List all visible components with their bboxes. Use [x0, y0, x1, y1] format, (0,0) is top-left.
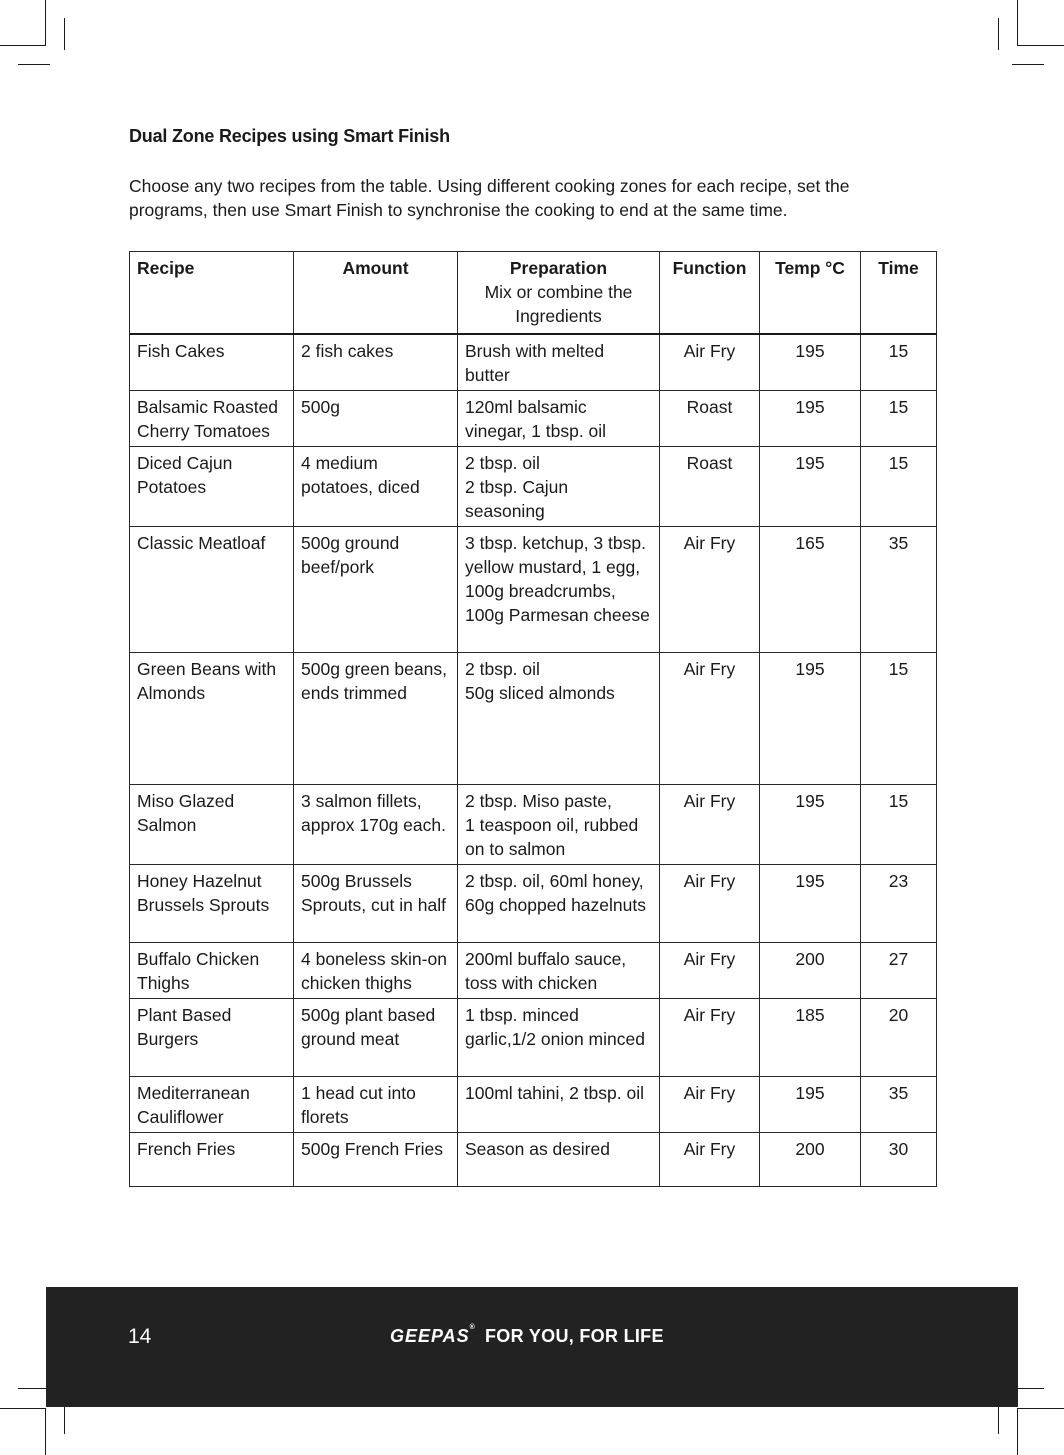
table-row: [130, 334, 937, 391]
cell-recipe: Mediterranean Cauliflower: [130, 1077, 294, 1133]
cell-temp: 195: [760, 334, 861, 391]
cell-recipe: Miso Glazed Salmon: [130, 785, 294, 865]
crop-mark: [998, 18, 999, 50]
cell-preparation: Brush with melted butter: [458, 334, 660, 391]
header-function: Function: [660, 252, 760, 335]
cell-recipe: French Fries: [130, 1133, 294, 1187]
cell-amount: 500g French Fries: [294, 1133, 458, 1187]
cell-time: 15: [861, 447, 937, 527]
cell-time: 15: [861, 785, 937, 865]
cell-time: 20: [861, 999, 937, 1077]
cell-temp: 200: [760, 1133, 861, 1187]
cell-temp: 195: [760, 391, 861, 447]
cell-recipe: Fish Cakes: [130, 334, 294, 391]
page-title: Dual Zone Recipes using Smart Finish: [129, 126, 450, 146]
cell-preparation: 2 tbsp. oil 50g sliced almonds: [458, 653, 660, 785]
registered-mark: ®: [469, 1324, 476, 1331]
table-row: [130, 1133, 937, 1187]
table-row: [130, 527, 937, 653]
header-temp: Temp °C: [760, 252, 861, 335]
cell-preparation: 1 tbsp. minced garlic,1/2 onion minced: [458, 999, 660, 1077]
table-row: [130, 447, 937, 527]
intro-line: programs, then use Smart Finish to synchronise the cooking to end at the same time.: [129, 200, 788, 220]
geepas-logo: [390, 1324, 476, 1347]
cell-function: Air Fry: [660, 1077, 760, 1133]
cell-function: Air Fry: [660, 999, 760, 1077]
table-row: [130, 785, 937, 865]
table-row: [130, 391, 937, 447]
cell-amount: 500g green beans, ends trimmed: [294, 653, 458, 785]
header-amount: Amount: [294, 252, 458, 335]
crop-mark: [0, 1408, 46, 1409]
crop-mark: [1018, 1408, 1064, 1409]
crop-mark: [1012, 64, 1044, 65]
cell-temp: 165: [760, 527, 861, 653]
cell-time: 27: [861, 943, 937, 999]
crop-mark: [1017, 0, 1018, 46]
cell-time: 15: [861, 334, 937, 391]
crop-mark: [0, 45, 46, 46]
table-row: [130, 653, 937, 785]
table-row: [130, 865, 937, 943]
table-row: [130, 1077, 937, 1133]
recipe-table: [129, 251, 937, 1187]
cell-recipe: Green Beans with Almonds: [130, 653, 294, 785]
crop-mark: [1018, 45, 1064, 46]
cell-amount: 1 head cut into florets: [294, 1077, 458, 1133]
table-row: [130, 943, 937, 999]
cell-amount: 500g Brussels Sprouts, cut in half: [294, 865, 458, 943]
cell-recipe: Diced Cajun Potatoes: [130, 447, 294, 527]
header-preparation: [458, 252, 660, 335]
crop-mark: [1017, 1408, 1018, 1455]
cell-function: Roast: [660, 447, 760, 527]
crop-mark: [18, 64, 50, 65]
cell-preparation: 2 tbsp. Miso paste, 1 teaspoon oil, rubbed on to salmon: [458, 785, 660, 865]
table-row: [130, 999, 937, 1077]
cell-temp: 195: [760, 785, 861, 865]
cell-function: Air Fry: [660, 865, 760, 943]
cell-function: Air Fry: [660, 653, 760, 785]
intro-paragraph: [129, 174, 929, 222]
cell-function: Air Fry: [660, 785, 760, 865]
cell-preparation: 100ml tahini, 2 tbsp. oil: [458, 1077, 660, 1133]
cell-function: Air Fry: [660, 334, 760, 391]
cell-time: 30: [861, 1133, 937, 1187]
crop-mark: [45, 0, 46, 46]
crop-mark: [64, 18, 65, 50]
cell-preparation: 2 tbsp. oil 2 tbsp. Cajun seasoning: [458, 447, 660, 527]
cell-recipe: Honey Hazelnut Brussels Sprouts: [130, 865, 294, 943]
header-recipe: Recipe: [130, 252, 294, 335]
cell-function: Air Fry: [660, 1133, 760, 1187]
cell-time: 35: [861, 1077, 937, 1133]
cell-amount: 500g plant based ground meat: [294, 999, 458, 1077]
cell-function: Roast: [660, 391, 760, 447]
header-preparation-subtitle: Mix or combine the Ingredients: [484, 282, 633, 326]
cell-amount: 500g: [294, 391, 458, 447]
header-preparation-label: Preparation: [509, 258, 608, 278]
cell-temp: 195: [760, 653, 861, 785]
cell-preparation: 200ml buffalo sauce, toss with chicken: [458, 943, 660, 999]
cell-amount: 4 boneless skin-on chicken thighs: [294, 943, 458, 999]
cell-time: 23: [861, 865, 937, 943]
brand-tagline: FOR YOU, FOR LIFE: [485, 1326, 664, 1346]
page-footer: [46, 1287, 1018, 1407]
cell-recipe: Balsamic Roasted Cherry Tomatoes: [130, 391, 294, 447]
cell-recipe: Buffalo Chicken Thighs: [130, 943, 294, 999]
cell-amount: 2 fish cakes: [294, 334, 458, 391]
cell-preparation: 120ml balsamic vinegar, 1 tbsp. oil: [458, 391, 660, 447]
cell-amount: 3 salmon fillets, approx 170g each.: [294, 785, 458, 865]
table-header-row: [130, 252, 937, 335]
cell-preparation: 3 tbsp. ketchup, 3 tbsp. yellow mustard, 1 egg, 100g breadcrumbs, 100g Parmesan cheese: [458, 527, 660, 653]
cell-time: 15: [861, 653, 937, 785]
cell-time: 15: [861, 391, 937, 447]
logo-text: GEEPAS: [390, 1326, 470, 1346]
intro-line: Choose any two recipes from the table. Using different cooking zones for each recipe, set the: [129, 176, 850, 196]
cell-function: Air Fry: [660, 527, 760, 653]
cell-preparation: 2 tbsp. oil, 60ml honey, 60g chopped hazelnuts: [458, 865, 660, 943]
cell-amount: 4 medium potatoes, diced: [294, 447, 458, 527]
cell-function: Air Fry: [660, 943, 760, 999]
brand-block: [390, 1326, 664, 1347]
page-number: 14: [128, 1325, 152, 1348]
cell-temp: 185: [760, 999, 861, 1077]
cell-recipe: Plant Based Burgers: [130, 999, 294, 1077]
cell-temp: 195: [760, 1077, 861, 1133]
cell-temp: 200: [760, 943, 861, 999]
cell-temp: 195: [760, 447, 861, 527]
header-time: Time: [861, 252, 937, 335]
cell-amount: 500g ground beef/pork: [294, 527, 458, 653]
recipe-table-body: [130, 334, 937, 1187]
cell-preparation: Season as desired: [458, 1133, 660, 1187]
cell-time: 35: [861, 527, 937, 653]
cell-temp: 195: [760, 865, 861, 943]
crop-mark: [45, 1408, 46, 1455]
cell-recipe: Classic Meatloaf: [130, 527, 294, 653]
